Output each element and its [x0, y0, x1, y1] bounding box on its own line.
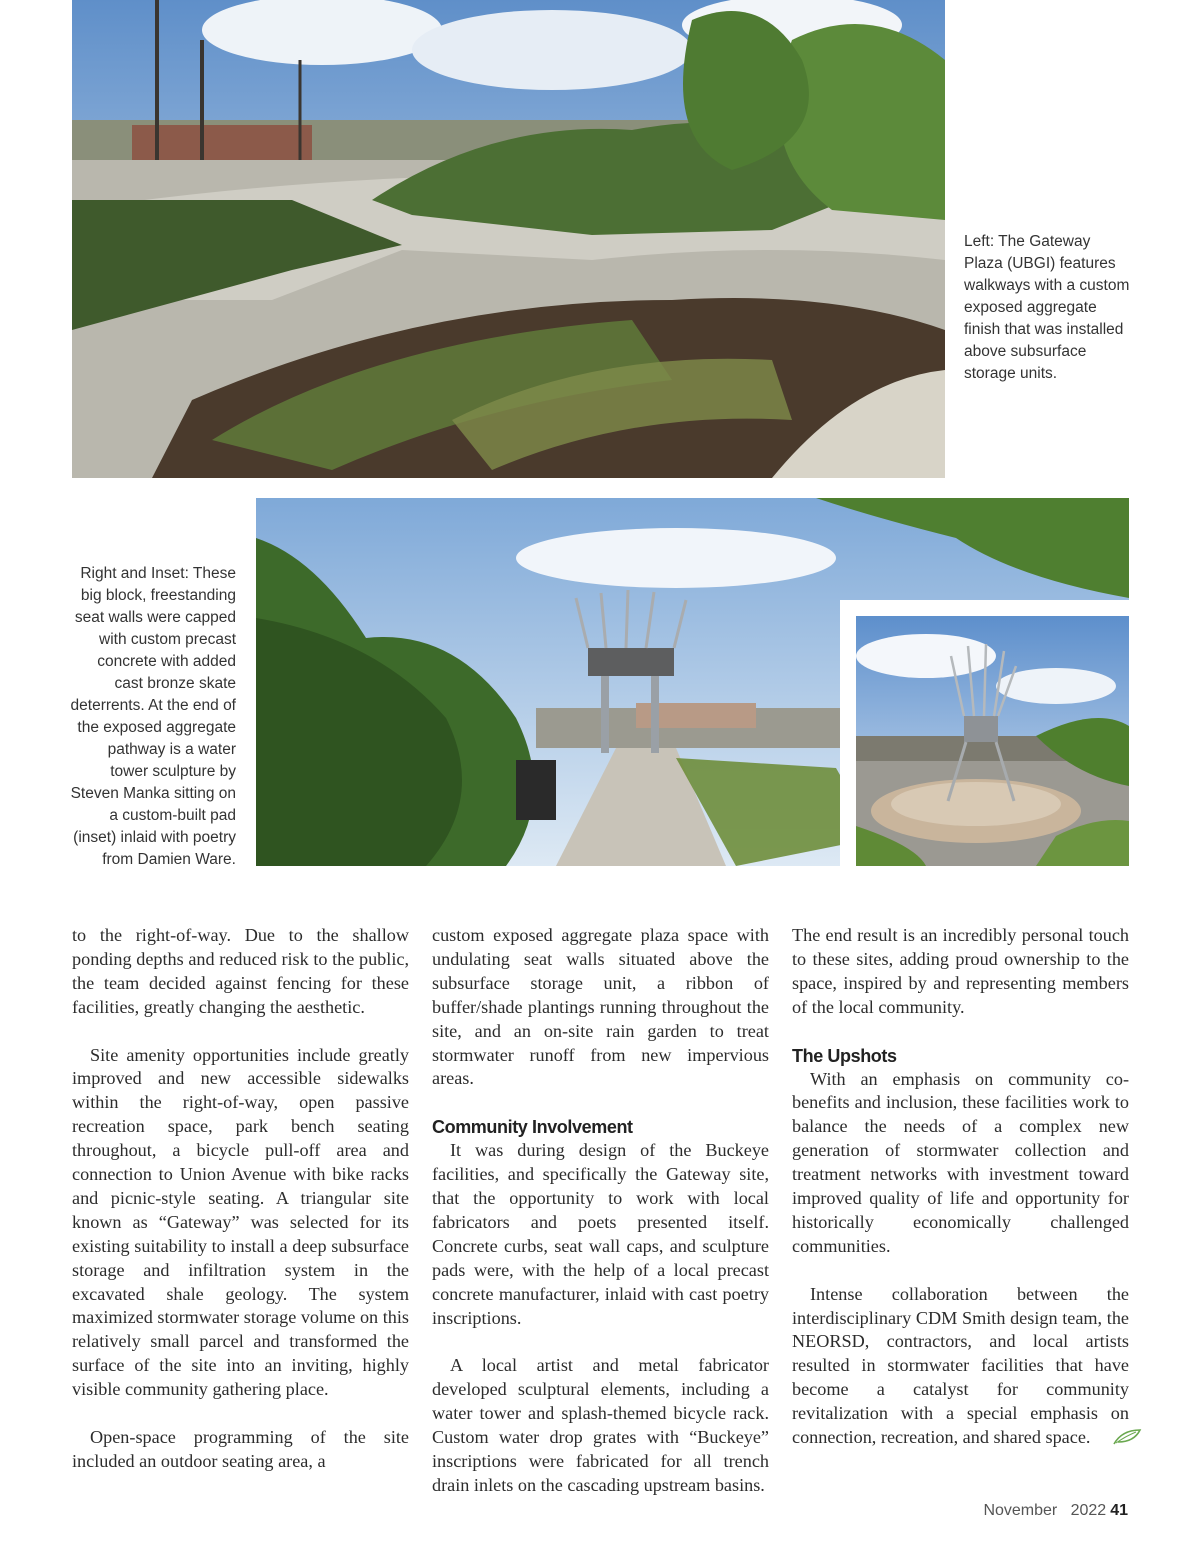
paragraph: A local artist and metal fabricator developed sculptural elements, including a water tower and splash-themed bicycle rack. Custom water drop grates with “Buckeye” inscriptions were fabricated for all trench drain inlets on the cascading upstream basins. [432, 1355, 769, 1495]
paragraph: custom exposed aggregate plaza space with undulating seat walls situated above the subsurface storage unit, a ribbon of buffer/shade plantings running throughout the site, and an on-site rain garden to treat stormwater runoff from new impervious areas. [432, 925, 769, 1089]
section-heading: Community Involvement [432, 1117, 633, 1138]
page-number: 41 [1110, 1502, 1128, 1519]
caption-left: Left: The Gateway Plaza (UBGI) features walkways with a custom exposed aggregate finish that was installed above subsurface storage units. [964, 233, 1130, 382]
caption-right-inset: Right and Inset: These big block, freestanding seat walls were capped with custom precast concrete with added cast bronze skate deterrents. At the end of the exposed aggregate pathway is a water tower sculpture by Steven Manka sitting on a custom-built pad (inset) inlaid with poetry from Damien Ware. [70, 565, 236, 868]
paragraph-text: Intense collaboration between the interdisciplinary CDM Smith design team, the NEORSD, contractors, and local artists resulted in stormwater facilities that have become a catalyst for community revitalization with a special emphasis on connection, recreation, and shared space. [792, 1283, 1129, 1448]
page-footer [983, 1502, 1128, 1520]
paragraph: It was during design of the Buckeye facilities, and specifically the Gateway site, that the opportunity to work with local fabricators and poets presented itself. Concrete curbs, seat wall caps, and sculpture pads were, with the help of a local precast concrete manufacturer, inlaid with cast poetry inscriptions. [432, 1140, 769, 1328]
paragraph: to the right-of-way. Due to the shallow ponding depths and reduced risk to the public, the team decided against fencing for these facilities, greatly changing the aesthetic. [72, 925, 409, 1017]
gateway-plaza-photo [72, 0, 945, 478]
section-heading: The Upshots [792, 1045, 897, 1066]
final-paragraph [792, 1283, 1129, 1450]
leaf-icon [1094, 1428, 1124, 1446]
text-column-1 [72, 924, 409, 1474]
text-column-2 [432, 924, 769, 1498]
paragraph: The end result is an incredibly personal touch to these sites, adding proud ownership to the space, inspired by and representing members of the local community. [792, 925, 1129, 1017]
issue-month: November [983, 1502, 1058, 1519]
paragraph: With an emphasis on community co-benefits and inclusion, these facilities work to balance the needs of a complex new generation of stormwater collection and treatment networks with investment toward improved quality of life and opportunity for historically economically challenged communities. [792, 1068, 1129, 1256]
paragraph: Open-space programming of the site included an outdoor seating area, a [72, 1427, 409, 1471]
text-column-3 [792, 924, 1129, 1450]
issue-year: 2022 [1070, 1502, 1107, 1519]
paragraph: Site amenity opportunities include greatly improved and new accessible sidewalks within the right-of-way, open passive recreation space, park bench seating throughout, a bicycle pull-off area and connection to Union Avenue with bike racks and picnic-style seating. A triangular site known as “Gateway” was selected for its existing suitability to install a deep subsurface storage and infiltration system in the excavated shale geology. The system maximized stormwater storage volume on this relatively small parcel and transformed the surface of the site into an inviting, highly visible community gathering place. [72, 1044, 409, 1400]
sculpture-pad-inset-photo [840, 600, 1129, 866]
